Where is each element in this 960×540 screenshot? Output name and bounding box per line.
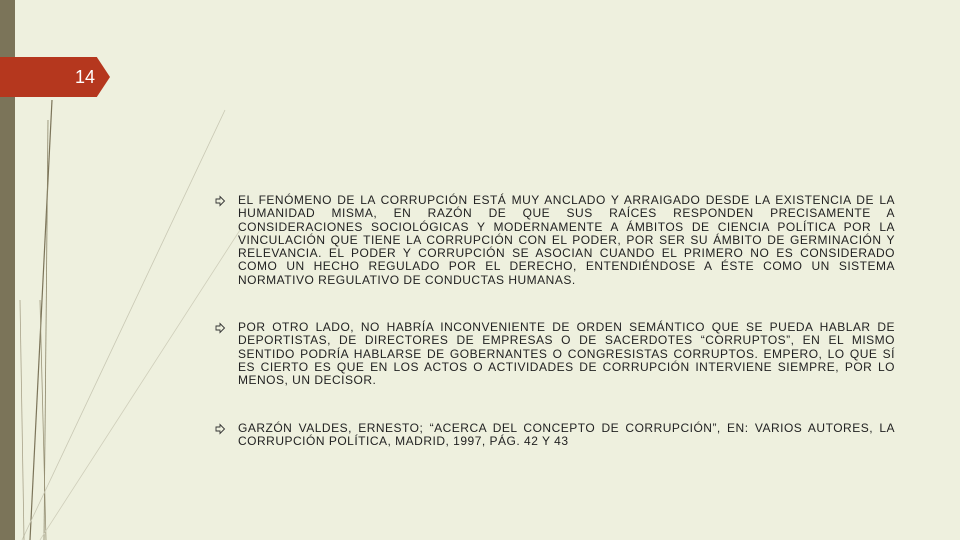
list-item <box>214 422 895 449</box>
content-list <box>214 194 895 448</box>
arrow-right-outline-icon <box>214 322 226 334</box>
list-item <box>214 194 895 287</box>
list-item <box>214 321 895 387</box>
bullet-text: POR OTRO LADO, NO HABRÍA INCONVENIENTE DE ORDEN SEMÁNTICO QUE SE PUEDA HABLAR DE DEPORTISTAS, DE DIRECTORES DE EMPRESAS O DE SACERDOTES “CORRUPTOS”, EN EL MISMO SENTIDO PODRÍA HABLARSE DE GOBERNANTES O CONGRESISTAS CORRUPTOS. EMPERO, LO QUE SÍ ES CIERTO ES QUE EN LOS ACTOS O ACTIVIDADES DE CORRUPCIÓN INTERVIENE SIEMPRE, POR LO MENOS, UN DECISOR. <box>238 320 895 388</box>
bullet-text: EL FENÓMENO DE LA CORRUPCIÓN ESTÁ MUY ANCLADO Y ARRAIGADO DESDE LA EXISTENCIA DE LA HUMANIDAD MISMA, EN RAZÓN DE QUE SUS RAÍCES RESPONDEN PRECISAMENTE A CONSIDERACIONES SOCIOLÓGICAS Y MODERNAMENTE A ÁMBITOS DE CIENCIA POLÍTICA POR LA VINCULACIÓN QUE TIENE LA CORRUPCIÓN CON EL PODER, POR SER SU ÁMBITO DE GERMINACIÓN Y RELEVANCIA. EL PODER Y CORRUPCIÓN SE ASOCIAN CUANDO EL PRIMERO NO ES CONSIDERADO COMO UN HECHO REGULADO POR EL DERECHO, ENTENDIÉNDOSE A ÉSTE COMO UN SISTEMA NORMATIVO REGULATIVO DE CONDUCTAS HUMANAS. <box>238 193 895 287</box>
slide-number: 14 <box>74 67 96 87</box>
arrow-right-outline-icon <box>214 423 226 435</box>
bullet-text: GARZÓN VALDES, ERNESTO; “ACERCA DEL CONCEPTO DE CORRUPCIÓN”, EN: VARIOS AUTORES, LA CORRUPCIÓN POLÍTICA, MADRID, 1997, PÁG. 42 Y 43 <box>238 420 895 448</box>
arrow-right-outline-icon <box>214 195 226 207</box>
